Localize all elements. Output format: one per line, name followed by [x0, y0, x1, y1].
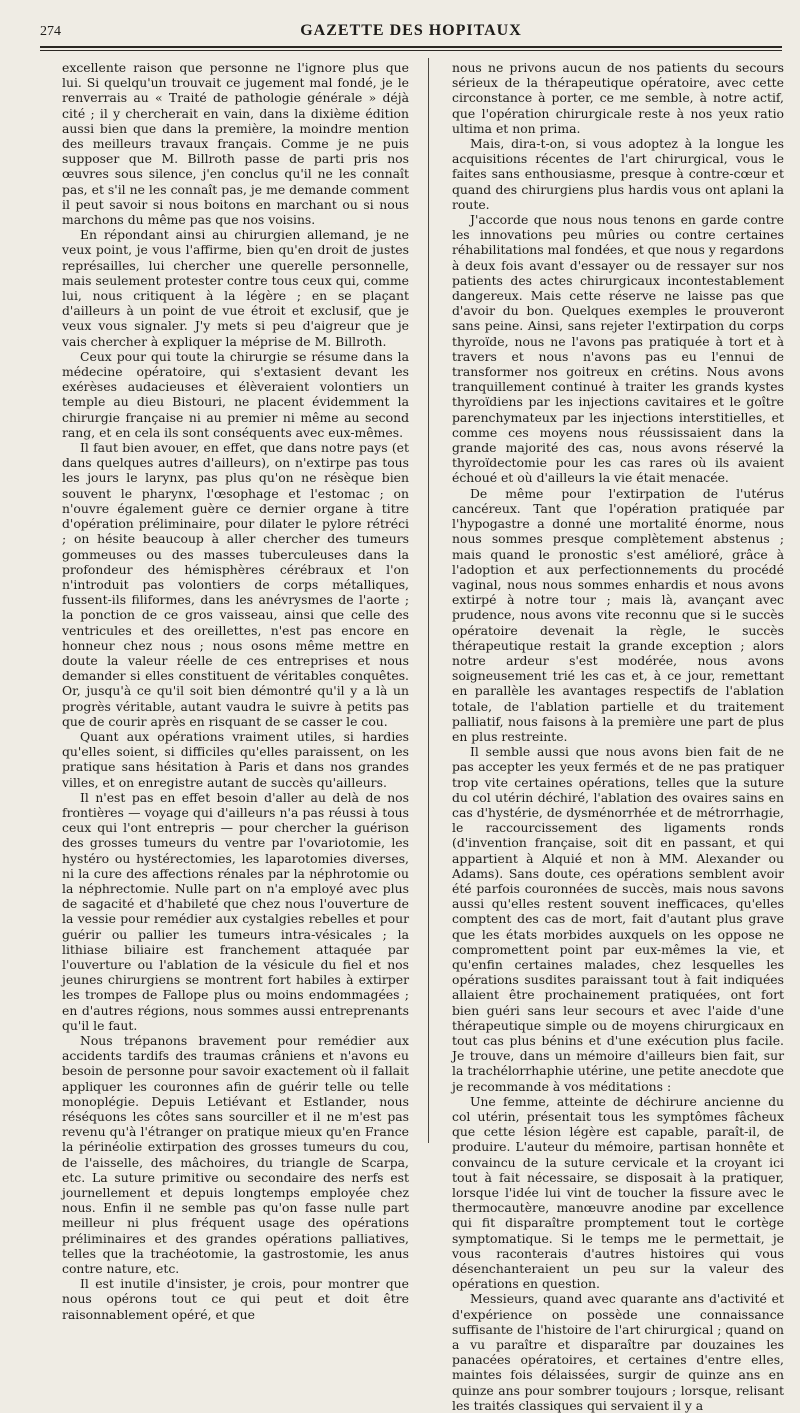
paragraph: Il semble aussi que nous avons bien fait de ne pas accepter les yeux fermés et de ne pas pratiquer trop vite certaines opérations, telles que la suture du col utérin déchiré, l'ablation des ovaires sains en cas d'hystérie, de dysménorrhée et de métrorrhagie, le raccourcissement des ligaments ronds (d'invention française, soit dit en passant, et qui appartient à Alquié et non à MM. Alexander ou Adams). Sans doute, ces opérations semblent avoir été parfois couronnées de succès, mais nous savons aussi qu'elles restent souvent inefficaces, qu'elles comptent des cas de mort, fait d'autant plus grave que les états morbides auxquels on les oppose ne compromettent point par eux-mêmes la vie, et qu'enfin certaines malades, chez lesquelles les opérations susdites paraissant tout à fait indiquées allaient être prochainement pratiquées, ont fort bien guéri sans leur secours et avec l'aide d'une thérapeutique simple ou de moyens chirurgicaux en tout cas plus bénins et d'une exécution plus facile. Je trouve, dans un mémoire d'ailleurs bien fait, sur la trachélorrhaphie utérine, une petite anecdote que je recommande à vos méditations : — [452, 744, 784, 1094]
paragraph: nous ne privons aucun de nos patients du secours sérieux de la thérapeutique opératoire, avec cette circonstance à porter, ce me semble, à notre actif, que l'opération chirurgicale reste à nos yeux ratio ultima et non prima. — [452, 60, 784, 136]
paragraph: Ceux pour qui toute la chirurgie se résume dans la médecine opératoire, qui s'extasient devant les exérèses audacieuses et élèveraient volontiers un temple au dieu Bistouri, ne placent évidemment la chirurgie française ni au premier ni même au second rang, et en cela ils sont conséquents avec eux-mêmes. — [62, 348, 409, 440]
paragraph: Il n'est pas en effet besoin d'aller au delà de nos frontières — voyage qui d'ailleurs n'a pas réussi à tous ceux qui l'ont entrepris — pour chercher la guérison des grosses tumeurs du ventre par l'ovariotomie, les hystéro ou hystérectomies, les laparotomies diverses, ni la cure des affections rénales par la néphrotomie ou la néphrectomie. Nulle part on n'a employé avec plus de sagacité et d'habileté que chez nous l'ouverture de la vessie pour remédier aux cystalgies rebelles et pour guérir ou pallier les tumeurs intra-vésicales ; la lithiase biliaire est franchement attaquée par l'ouverture ou l'ablation de la vésicule du fiel et nos jeunes chirurgiens se montrent fort habiles à extirper les trompes de Fallope plus ou moins endommagées ; en d'autres régions, nous sommes aussi entreprenants qu'il le faut. — [62, 789, 409, 1033]
paragraph: excellente raison que personne ne l'ignore plus que lui. Si quelqu'un trouvait ce jugement mal fondé, je le renverrais au « Traité de pathologie générale » déjà cité ; il y chercherait en vain, dans la dixième édition aussi bien que dans la première, la moindre mention des meilleurs travaux français. Comme je ne puis supposer que M. Billroth passe de parti pris nos œuvres sous silence, j'en conclus qu'il ne les connaît pas, et s'il ne les connaît pas, je me demande comment il peut savoir si nous boitons en marchant ou si nous marchons du même pas que nos voisins. — [62, 60, 409, 228]
paragraph: Il est inutile d'insister, je crois, pour montrer que nous opérons tout ce qui peut et doit être raisonnablement opéré, et que — [62, 1276, 409, 1322]
paragraph: Mais, dira-t-on, si vous adoptez à la longue les acquisitions récentes de l'art chirurgical, vous le faites sans enthousiasme, presque à contre-cœur et quand des chirurgiens plus hardis vous ont aplani la route. — [452, 136, 784, 212]
page-number: 274 — [40, 24, 61, 39]
running-title: GAZETTE DES HOPITAUX — [300, 22, 522, 39]
paragraph: Il faut bien avouer, en effet, que dans notre pays (et dans quelques autres d'ailleurs), on n'extirpe pas tous les jours le larynx, pas plus qu'on ne résèque bien souvent le pharynx, l'œsophage et l'estomac ; on n'ouvre également guère ce dernier organe à titre d'opération préliminaire, pour dilater le pylore rétréci ; on hésite beaucoup à aller chercher des tumeurs gommeuses ou des masses tuberculeuses dans la profondeur des hémisphères cérébraux et l'on n'introduit pas volontiers de corps métalliques, fussent-ils filiformes, dans les anévrysmes de l'aorte ; la ponction de ce gros vaisseau, ainsi que celle des ventricules et des oreillettes, n'est pas encore en honneur chez nous ; nous osons même mettre en doute la valeur réelle de ces entreprises et nous demander si elles constituent de véritables conquêtes. Or, jusqu'à ce qu'il soit bien démontré qu'il y a là un progrès véritable, autant vaudra le suivre à petits pas que de courir après en risquant de se casser le cou. — [62, 440, 409, 729]
paragraph: De même pour l'extirpation de l'utérus cancéreux. Tant que l'opération pratiquée par l'hypogastre a donné une mortalité énorme, nous nous sommes presque complètement abstenus ; mais quand le pronostic s'est amélioré, grâce à l'adoption et aux perfectionnements du procédé vaginal, nous nous sommes enhardis et nous avons extirpé à notre tour ; mais là, avançant avec prudence, nous avons vite reconnu que si le succès opératoire devenait la règle, le succès thérapeutique restait la grande exception ; alors notre ardeur s'est modérée, nous avons soigneusement trié les cas et, à ce jour, remettant en parallèle les avantages respectifs de l'ablation totale, de l'ablation partielle et du traitement palliatif, nous faisons à la première une part de plus en plus restreinte. — [452, 485, 784, 744]
page-header — [40, 16, 782, 50]
left-column — [62, 60, 409, 1322]
header-rule-thin — [40, 50, 782, 51]
paragraph: En répondant ainsi au chirurgien allemand, je ne veux point, je vous l'affirme, bien qu'en droit de justes représailles, lui chercher une querelle personnelle, mais seulement protester contre tous ceux qui, comme lui, nous critiquent à la légère ; en se plaçant d'ailleurs à un point de vue étroit et exclusif, que je veux vous signaler. J'y mets si peu d'aigreur que je vais chercher à expliquer la méprise de M. Billroth. — [62, 227, 409, 349]
paragraph: J'accorde que nous nous tenons en garde contre les innovations peu mûries ou contre certaines réhabilitations mal fondées, et que nous y regardons à deux fois avant d'essayer ou de ressayer sur nos patients des actes chirurgicaux incontestablement dangereux. Mais cette réserve ne laisse pas que d'avoir du bon. Quelques exemples le prouveront sans peine. Ainsi, sans rejeter l'extirpation du corps thyroïde, nous ne l'avons pas pratiquée à tort et à travers et nous n'avons pas eu l'ennui de transformer nos goitreux en crétins. Nous avons tranquillement continué à traiter les grands kystes thyroïdiens par les injections cavitaires et le goître parenchymateux par les injections interstitielles, et comme ces moyens nous réussissaient dans la grande majorité des cas, nous avons réservé la thyroïdectomie pour les cas rares où ils avaient échoué et où d'ailleurs la vie était menacée. — [452, 212, 784, 486]
paragraph: Quant aux opérations vraiment utiles, si hardies qu'elles soient, si difficiles qu'elles paraissent, on les pratique sans hésitation à Paris et dans nos grandes villes, et on enregistre autant de succès qu'ailleurs. — [62, 728, 409, 790]
paragraph: Messieurs, quand avec quarante ans d'activité et d'expérience on possède une connaissance suffisante de l'histoire de l'art chirurgical ; quand on a vu paraître et disparaître par douzaines les panacées opératoires, et certaines d'entre elles, maintes fois délaissées, surgir de quinze ans en quinze ans pour sombrer toujours ; lorsque, relisant les traités classiques qui servaient il y a — [452, 1291, 784, 1413]
right-column — [452, 60, 784, 1413]
column-divider — [428, 58, 429, 1143]
paragraph: Nous trépanons bravement pour remédier aux accidents tardifs des traumas crâniens et n'avons eu besoin de personne pour savoir exactement où il fallait appliquer les couronnes afin de guérir telle ou telle monoplégie. Depuis Letiévant et Estlander, nous réséquons les côtes sans sourciller et il ne m'est pas revenu qu'à l'étranger on pratique mieux qu'en France la périnéolie extirpation des grosses tumeurs du cou, de l'aisselle, des mâchoires, du triangle de Scarpa, etc. La suture primitive ou secondaire des nerfs est journellement et depuis longtemps employée chez nous. Enfin il ne semble pas qu'on fasse nulle part meilleur ni plus fréquent usage des opérations préliminaires et des grandes opérations palliatives, telles que la trachéotomie, la gastrostomie, les anus contre nature, etc. — [62, 1033, 409, 1277]
paragraph: Une femme, atteinte de déchirure ancienne du col utérin, présentait tous les symptômes fâcheux que cette lésion légère est capable, paraît-il, de produire. L'auteur du mémoire, partisan honnête et convaincu de la suture cervicale et la croyant ici tout à fait nécessaire, se disposait à la pratiquer, lorsque l'idée lui vint de toucher la fissure avec le thermocautère, manœuvre anodine par excellence qui fit disparaître promptement tout le cortège symptomatique. Si le temps me le permettait, je vous raconterais d'autres histoires qui vous désenchanteraient un peu sur la valeur des opérations en question. — [452, 1093, 784, 1292]
header-rule — [40, 46, 782, 48]
